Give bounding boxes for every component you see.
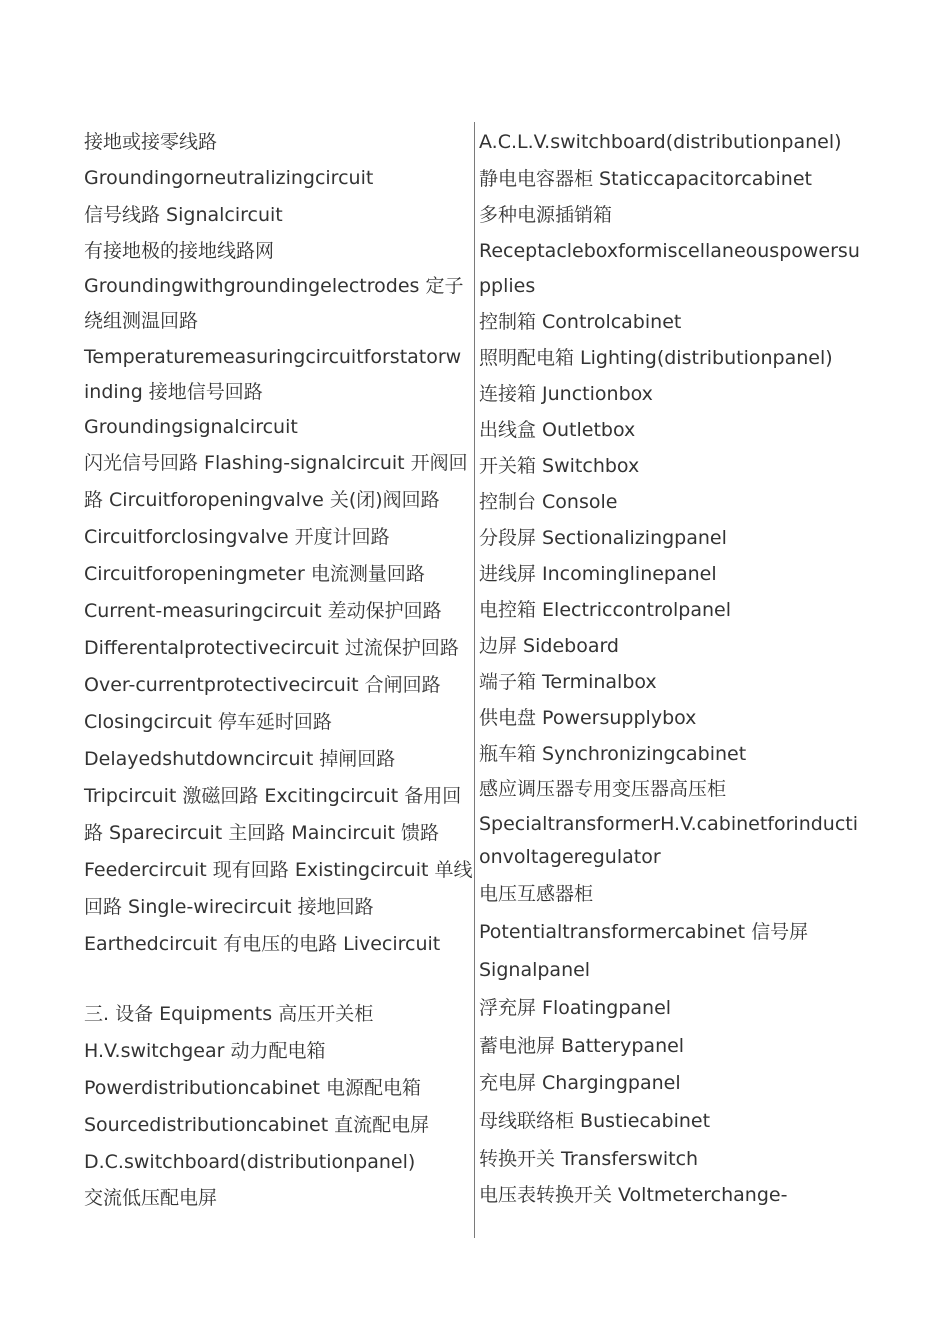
column-divider: [474, 122, 475, 1238]
text-line: Delayedshutdowncircuit 掉闸回路: [84, 748, 396, 770]
text-line: SpecialtransformerH.V.cabinetforinducti: [479, 813, 859, 835]
text-line: 充电屏 Chargingpanel: [479, 1072, 681, 1094]
text-line: 瓶车箱 Synchronizingcabinet: [479, 743, 747, 765]
text-line: Feedercircuit 现有回路 Existingcircuit 单线: [84, 859, 473, 881]
text-line: 闪光信号回路 Flashing-signalcircuit 开阀回: [84, 452, 468, 474]
text-line: 边屏 Sideboard: [479, 635, 619, 657]
text-line: Powerdistributioncabinet 电源配电箱: [84, 1077, 422, 1099]
text-line: D.C.switchboard(distributionpanel): [84, 1151, 416, 1173]
text-line: 回路 Single-wirecircuit 接地回路: [84, 896, 374, 918]
text-line: Groundingsignalcircuit: [84, 416, 298, 438]
section-heading: 三. 设备 Equipments 高压开关柜: [84, 1003, 374, 1025]
text-line: 信号线路 Signalcircuit: [84, 204, 283, 226]
text-line: 电压表转换开关 Voltmeterchange-: [479, 1184, 788, 1206]
text-line: 路 Sparecircuit 主回路 Maincircuit 馈路: [84, 822, 440, 844]
text-line: 控制台 Console: [479, 491, 618, 513]
text-line: Sourcedistributioncabinet 直流配电屏: [84, 1114, 430, 1136]
text-line: 开关箱 Switchbox: [479, 455, 640, 477]
text-line: Over-currentprotectivecircuit 合闸回路: [84, 674, 441, 696]
text-line: Earthedcircuit 有电压的电路 Livecircuit: [84, 933, 441, 955]
text-line: onvoltageregulator: [479, 846, 661, 868]
text-line: inding 接地信号回路: [84, 381, 263, 403]
text-line: Current-measuringcircuit 差动保护回路: [84, 600, 442, 622]
text-line: 感应调压器专用变压器高压柜: [479, 778, 727, 800]
text-line: Circuitforclosingvalve 开度计回路: [84, 526, 390, 548]
text-line: A.C.L.V.switchboard(distributionpanel): [479, 131, 842, 153]
text-line: 端子箱 Terminalbox: [479, 671, 657, 693]
text-line: Groundingorneutralizingcircuit: [84, 167, 374, 189]
text-line: Tripcircuit 激磁回路 Excitingcircuit 备用回: [84, 785, 462, 807]
text-line: 多种电源插销箱: [479, 204, 613, 226]
text-line: 静电电容器柜 Staticcapacitorcabinet: [479, 168, 812, 190]
text-line: H.V.switchgear 动力配电箱: [84, 1040, 326, 1062]
text-line: 连接箱 Junctionbox: [479, 383, 653, 405]
text-line: Groundingwithgroundingelectrodes 定子: [84, 275, 464, 297]
text-line: Differentalprotectivecircuit 过流保护回路: [84, 637, 459, 659]
text-line: Potentialtransformercabinet 信号屏: [479, 921, 809, 943]
text-line: Circuitforopeningmeter 电流测量回路: [84, 563, 425, 585]
text-line: 转换开关 Transferswitch: [479, 1148, 699, 1170]
text-line: 接地或接零线路: [84, 131, 218, 153]
text-line: 照明配电箱 Lighting(distributionpanel): [479, 347, 833, 369]
text-line: 进线屏 Incominglinepanel: [479, 563, 717, 585]
text-line: 电压互感器柜: [479, 883, 594, 905]
text-line: 供电盘 Powersupplybox: [479, 707, 697, 729]
text-line: Closingcircuit 停车延时回路: [84, 711, 332, 733]
text-line: 电控箱 Electriccontrolpanel: [479, 599, 732, 621]
text-line: pplies: [479, 275, 536, 297]
text-line: Signalpanel: [479, 959, 591, 981]
text-line: 控制箱 Controlcabinet: [479, 311, 682, 333]
text-line: 交流低压配电屏: [84, 1187, 218, 1209]
text-line: 蓄电池屏 Batterypanel: [479, 1035, 685, 1057]
text-line: 有接地极的接地线路网: [84, 240, 275, 262]
text-line: 分段屏 Sectionalizingpanel: [479, 527, 727, 549]
text-line: 出线盒 Outletbox: [479, 419, 636, 441]
text-line: 路 Circuitforopeningvalve 关(闭)阀回路: [84, 489, 440, 511]
text-line: 母线联络柜 Bustiecabinet: [479, 1110, 711, 1132]
text-line: Temperaturemeasuringcircuitforstatorw: [84, 346, 462, 368]
text-line: Receptacleboxformiscellaneouspowersu: [479, 240, 860, 262]
text-line: 浮充屏 Floatingpanel: [479, 997, 672, 1019]
text-line: 绕组测温回路: [84, 310, 199, 332]
